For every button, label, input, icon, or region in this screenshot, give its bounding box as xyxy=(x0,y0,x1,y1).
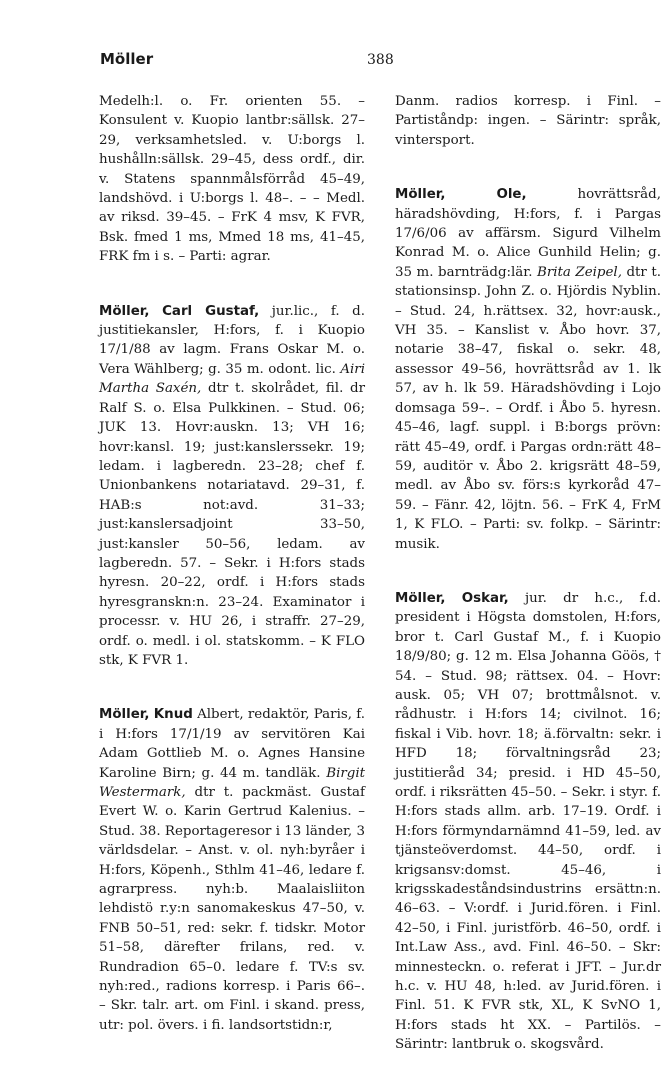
right-column xyxy=(395,92,661,1090)
entry-spouse: Airi Martha Saxén, xyxy=(99,361,365,397)
entry-given-name: Ole, xyxy=(496,187,527,203)
biography-entry xyxy=(395,185,661,554)
entry-surname: Möller, xyxy=(395,590,446,606)
continuation-text: Medelh:l. o. Fr. orienten 55. – Konsulent v. Kuopio lantbr:sällsk. 27–29, verksamhetsled. v. U:borgs l. hushålln:sällsk. 29–45, dess ordf., dir. v. Statens spannmålsförråd 45–49, landshövd. i U:borgs l. 48–. – – Medl. av riksd. 39–45. – FrK 4 msv, K FVR, Bsk. fmed 1 ms, Mmed 18 ms, 41–45, FRK fm i s. – Parti: agrar. xyxy=(99,94,365,265)
running-head: Möller xyxy=(100,50,154,68)
entry-text: dtr t. skolrådet, fil. dr Ralf S. o. Elsa Pulkkinen. – Stud. 06; JUK 13. Hovr:auskn. 13; VH 16; hovr:kansl. 19; just:kanslerssekr. 19; ledam. i lagberedn. 23–28; chef f. Unionbankens notariatavd. 29–31, f. HAB:s not:avd. 31–33; just:kanslersadjoint 33–50, just:kansler 50–56, ledam. av lagberedn. 57. – Sekr. i H:fors stads hyresn. 20–22, ordf. i H:fors stads hyresgranskn:n. 23–24. Examinator i processr. v. HU 26, i straffr. 27–29, ordf. o. medl. i ol. statskomm. – K FLO stk, K FVR 1. xyxy=(99,381,365,668)
page-number: 388 xyxy=(367,52,394,68)
left-column xyxy=(99,92,365,1070)
entry-text: jur. dr h.c., f.d. president i Högsta domstolen, H:fors, bror t. Carl Gustaf M., f. i Kuopio 18/9/80; g. 12 m. Elsa Johanna Göös, † 54. – Stud. 98; rättsex. 04. – Hovr: ausk. 05; VH 07; brottmålsnot. v. rådhustr. i H:fors 14; civilnot. 16; fiskal i Vib. hovr. 18; ä.förvaltn: sekr. i HFD 18; förvaltningsråd 23; justitieråd 34; presid. i HD 45–50, ordf. i riksrätten 45–50. – Sekr. i styr. f. H:fors stads allm. arb. 17–19. Ordf. i H:fors förmyndarnämnd 41–59, led. av tjänsteöverdomst. 44–50, ordf. i krigsansv:domst. 45–46, i krigsskadeståndsindustrins ersättn:n. 46–63. – V:ordf. i Jurid.fören. i Finl. 42–50, i Finl. juristförb. 46–50, ordf. i Int.Law Ass., avd. Finl. 46–50. – Skr: minnesteckn. o. referat i JFT. – Jur.dr h.c. v. HU 48, h:led. av Jurid.fören. i Finl. 51. K FVR stk, XL, K SvNO 1, H:fors stads ht XX. – Partilös. – Särintr: lantbruk o. skogsvård. xyxy=(395,590,661,1053)
entry-text: jur.lic., f. d. justitiekansler, H:fors, f. i Kuopio 17/1/88 av lagm. Frans Oskar M. o. Vera Wählberg; g. 35 m. odont. lic. xyxy=(99,303,365,377)
biography-entry xyxy=(99,705,365,1035)
entry-text: Albert, redaktör, Paris, f. i H:fors 17/1/19 av servitören Kai Adam Gottlieb M. o. Agnes Hansine Karoline Birn; g. 44 m. tandläk. xyxy=(99,707,365,781)
entry-text: dtr t. packmäst. Gustaf Evert W. o. Karin Gertrud Kalenius. – Stud. 38. Reportageresor i 13 länder, 3 världsdelar. – Anst. v. ol. nyh:byråer i H:fors, Köpenh., Sthlm 41–46, ledare f. agrarpress. nyh:b. Maalaisliiton lehdistö r.y:n sanomakeskus 47–50, v. FNB 50–51, red: sekr. f. tidskr. Motor 51–58, därefter frilans, red. v. Rundradion 65–0. ledare f. TV:s sv. nyh:red., radions korresp. i Paris 66–. – Skr. talr. art. om Finl. i skand. press, utr: pol. övers. i fi. landsortstidn:r, xyxy=(99,785,365,1033)
entry-given-name: Knud xyxy=(153,707,193,723)
entry-spouse: Birgit Westermark, xyxy=(99,765,365,800)
continuation-text: Danm. radios korresp. i Finl. – Partiståndp: ingen. – Särintr: språk, vintersport. xyxy=(395,94,661,148)
biography-entry xyxy=(99,302,365,671)
entry-surname: Möller, xyxy=(395,187,446,203)
entry-given-name: Carl Gustaf, xyxy=(162,303,260,319)
biography-entry xyxy=(395,589,661,1055)
entry-text: dtr t. stationsinsp. John Z. o. Hjördis Nyblin. – Stud. 24, h.rättsex. 32, hovr:ausk., VH 35. – Kanslist v. Åbo hovr. 37, notarie 38–47, fiskal o. sekr. 48, assessor 49–56, hovrättsråd av 1. lk 57, av h. lk 59. Häradshövding i Lojo domsaga 59–. – Ordf. i Åbo 5. hyresn. 45–46, lagf. suppl. i B:borgs prövn: rätt 45–49, ordf. i Pargas ordn:rätt 48–59, auditör v. Åbo 2. krigsrätt 48–59, medl. av Åbo sv. förs:s kyrkoråd 47–59. – Fänr. 42, löjtn. 56. – FrK 4, FrM 1, K FLO. – Parti: sv. folkp. – Särintr: musik. xyxy=(395,264,661,552)
entry-surname: Möller, xyxy=(99,707,150,723)
entry-text: hovrättsråd, häradshövding, H:fors, f. i Pargas 17/6/06 av affärsm. Sigurd Vilhelm Konrad M. o. Alice Gunhild Helin; g. 35 m. barnträdg:lär. xyxy=(395,187,661,280)
entry-spouse: Brita Zeipel, xyxy=(537,264,622,280)
page-header xyxy=(0,0,664,80)
entry-given-name: Oskar, xyxy=(461,590,509,606)
entry-surname: Möller, xyxy=(99,303,150,319)
